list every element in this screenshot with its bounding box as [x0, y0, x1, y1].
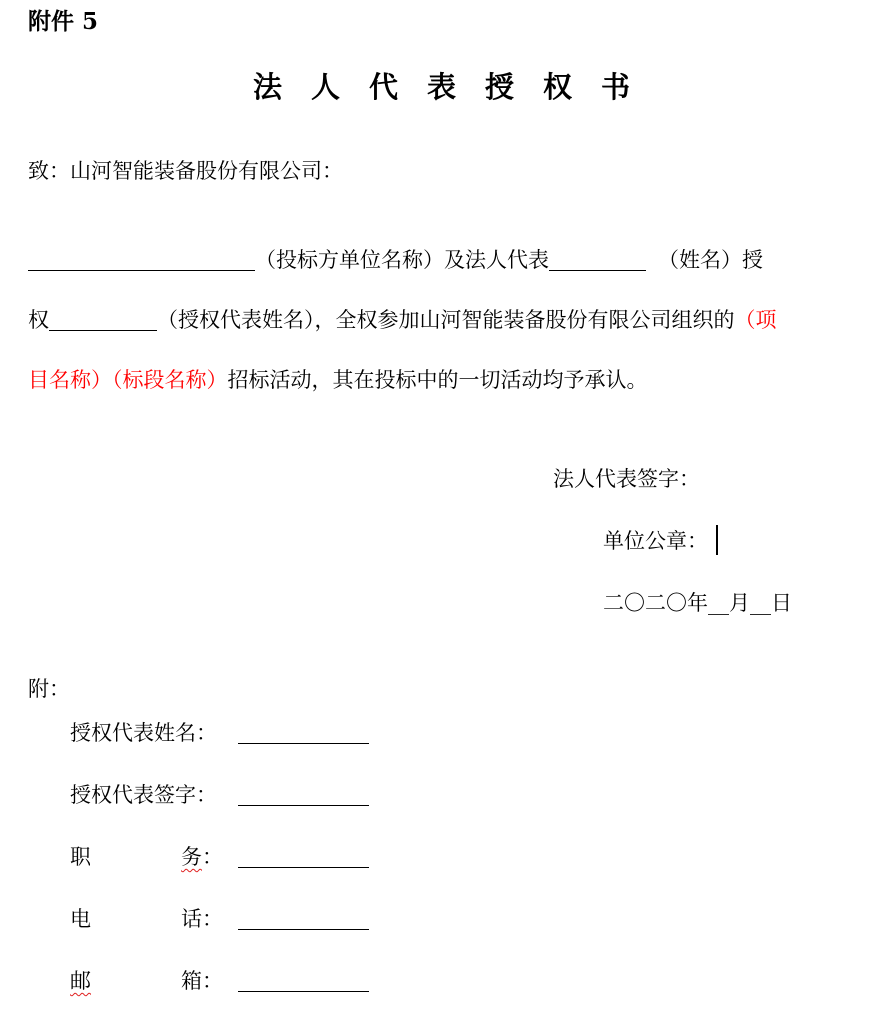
email-label-char-misspelled: 邮: [70, 969, 91, 993]
email-label-char: 箱: [181, 969, 202, 993]
body-line-1: [28, 230, 855, 290]
company-seal-label: 单位公章：: [603, 529, 708, 553]
attachment-item-rep-signature: [28, 764, 855, 826]
position-label-char: 职: [70, 845, 91, 869]
body-paragraph: [28, 230, 855, 410]
authorized-rep-name-field[interactable]: [238, 724, 369, 744]
phone-field[interactable]: [238, 910, 369, 930]
email-field[interactable]: [238, 972, 369, 992]
body-line-3: [28, 350, 855, 410]
salutation-line: 致：山河智能装备股份有限公司：: [28, 159, 343, 183]
body-text: 招标活动，其在投标中的一切活动均予承认。: [227, 368, 648, 392]
rep-signature-label: 授权代表签字：: [70, 783, 217, 807]
legal-rep-name-blank[interactable]: [549, 251, 646, 271]
email-label: [70, 950, 238, 1012]
date-text: 二〇二〇年__月__日: [603, 591, 792, 615]
phone-label-char: 话: [181, 907, 202, 931]
project-name-placeholder: 目名称）（标段名称）: [28, 368, 228, 392]
attachment-item-rep-name: [28, 702, 855, 764]
phone-colon: ：: [202, 907, 223, 931]
legal-rep-signature-label: 法人代表签字：: [553, 467, 700, 491]
body-text: （投标方单位名称）及法人代表: [255, 248, 549, 272]
authorized-rep-name-blank[interactable]: [49, 311, 157, 331]
bidder-name-blank[interactable]: [28, 251, 255, 271]
company-seal-line: [28, 510, 855, 572]
signature-block: [28, 448, 855, 634]
authorized-rep-signature-field[interactable]: [238, 786, 369, 806]
position-label-char-misspelled: 务: [181, 845, 202, 869]
body-line-2: [28, 290, 855, 350]
position-field[interactable]: [238, 848, 369, 868]
attachment-item-phone: [28, 888, 855, 950]
text-cursor: [716, 525, 718, 555]
attachment-section-label: 附：: [28, 677, 70, 701]
position-label: [70, 826, 238, 888]
attachment-item-email: [28, 950, 855, 1012]
attachment-label: 附件 5: [28, 8, 99, 35]
email-colon: ：: [202, 969, 223, 993]
legal-rep-signature-line: [28, 448, 855, 510]
phone-label-char: 电: [70, 907, 91, 931]
date-line: [28, 572, 855, 634]
phone-label: [70, 888, 238, 950]
attachment-section: [28, 676, 855, 1012]
attachment-item-position: [28, 826, 855, 888]
position-colon: ：: [202, 845, 223, 869]
body-text: （姓名）授: [658, 248, 763, 272]
project-name-placeholder: （项: [734, 308, 777, 332]
document-title: 法人代表授权书: [252, 70, 659, 104]
rep-name-label: 授权代表姓名：: [70, 721, 217, 745]
body-text: （授权代表姓名），全权参加山河智能装备股份有限公司组织的: [157, 308, 735, 332]
body-text: 权: [28, 308, 49, 332]
